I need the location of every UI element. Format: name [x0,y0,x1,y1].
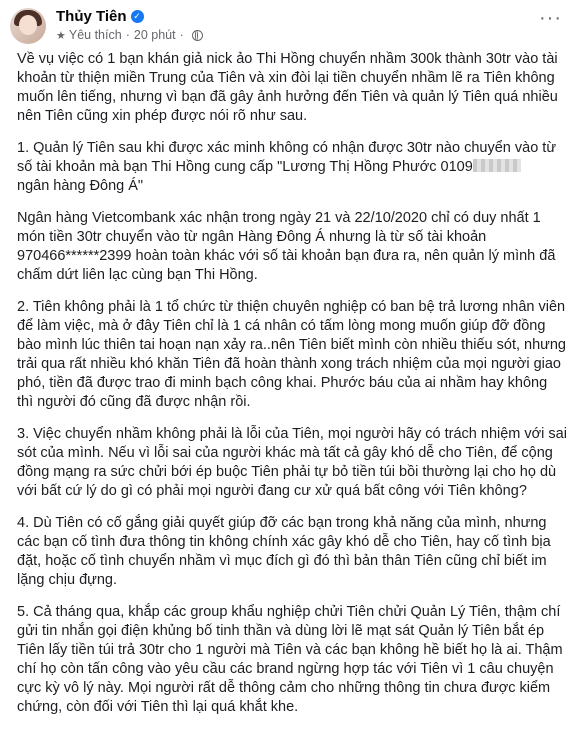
star-icon: ★ [56,29,66,42]
favorite-label: Yêu thích [68,28,122,42]
paragraph-1-bank: ngân hàng Đông Á" [17,178,144,194]
redacted-account-number [473,159,521,172]
verified-badge-icon: ✓ [131,10,144,23]
post-body [17,50,567,730]
post-paragraph-1 [17,139,567,196]
post-paragraph-4: 4. Dù Tiên có cố gắng giải quyết giúp đỡ các bạn trong khả năng của mình, nhưng các bạn cố tình đưa thông tin không chính xác gây khó dễ cho Tiên, hay cố tình bịa đặt, hoặc cố tình chuyển nhầm vì mục đích gì đó thì bản thân Tiên cũng chỉ biết im lặng chịu đựng. [17,515,551,588]
post-meta [56,26,203,44]
post-paragraph-2: 2. Tiên không phải là 1 tổ chức từ thiện chuyên nghiệp có ban bệ trả lương nhân viên để làm việc, mà ở đây Tiên chỉ là 1 cá nhân có tấm lòng mong muốn giúp đỡ đồng bào mình lúc thiên tai hoạn nạn xảy ra..nên Tiên biết mình còn nhiều thiếu sót, nhưng trải qua rất nhiều khó khăn Tiên đã hoàn thành xong trách nhiệm của mọi người giao phó, tiền đã được trao đi minh bạch công khai. Phước báu của ai nhầm hay không thì người đó cũng đã được nhận rồi. [17,299,566,410]
post-paragraph-1-continued: Ngân hàng Vietcombank xác nhận trong ngày 21 và 22/10/2020 chỉ có duy nhất 1 món tiền 30tr chuyển vào từ ngân Hàng Đông Á nhưng là từ số tài khoản 970466******2399 hoàn toàn khác với số tài khoản bạn đưa ra, nên quản lý mình đã chấm dứt liên lạc cùng bạn Thi Hồng. [17,210,556,283]
post-time[interactable]: 20 phút [133,28,176,42]
paragraph-1-text: 1. Quản lý Tiên sau khi được xác minh không có nhận được 30tr nào chuyển vào từ số tài khoản mà bạn Thi Hồng cung cấp "Lương Thị Hồng Phước 0109 [17,140,557,175]
post-paragraph-3: 3. Việc chuyển nhầm không phải là lỗi của Tiên, mọi người hãy có trách nhiệm với sai sót của mình. Nếu vì lỗi sai của người khác mà tất cả gây khó dễ cho Tiên, để cộng đồng mạng ra sức chửi bới ép buộc Tiên phải tự bỏ tiền túi bồi thường lại cho họ dù với bất cứ lý do gì có phải mọi người đang cư xử quá bất công với Tiên không? [17,426,567,499]
post-paragraph-intro: Về vụ việc có 1 bạn khán giả nick ảo Thi Hồng chuyển nhầm 300k thành 30tr vào tài khoản từ thiện miền Trung của Tiên và xin đòi lại tiền chuyển nhầm lẽ ra Tiên không muốn lên tiếng, nhưng vì bạn đã gây ảnh hưởng đến Tiên và quản lý Tiên quá nhiều nên Tiên cũng xin phép được nói rõ như sau. [17,51,558,124]
meta-separator: · [125,28,130,42]
avatar[interactable] [10,8,46,44]
post-paragraph-5: 5. Cả tháng qua, khắp các group khẩu nghiệp chửi Tiên chửi Quản Lý Tiên, thậm chí gửi tin nhắn gọi điện khủng bố tinh thần và dùng lời lẽ mạt sát Quản lý Tiên bắt ép Tiên lấy tiền túi trả 30tr cho 1 người mà Tiên và các bạn không hề biết họ là ai. Thậm chí họ còn tấn công vào yêu cầu các brand ngừng hợp tác với Tiên vì 1 câu chuyện cực kỳ vô lý này. Mọi người rất dễ thông cảm cho những thông tin chưa được kiểm chứng, còn đối với Tiên thì lại quá khắt khe. [17,604,563,715]
author-name[interactable]: Thủy Tiên [56,7,127,25]
globe-icon[interactable] [192,30,203,41]
more-options-button[interactable]: ··· [539,7,562,29]
post-header [10,6,570,46]
avatar-face [19,15,37,35]
author-row [56,6,144,26]
meta-separator: · [179,28,184,42]
